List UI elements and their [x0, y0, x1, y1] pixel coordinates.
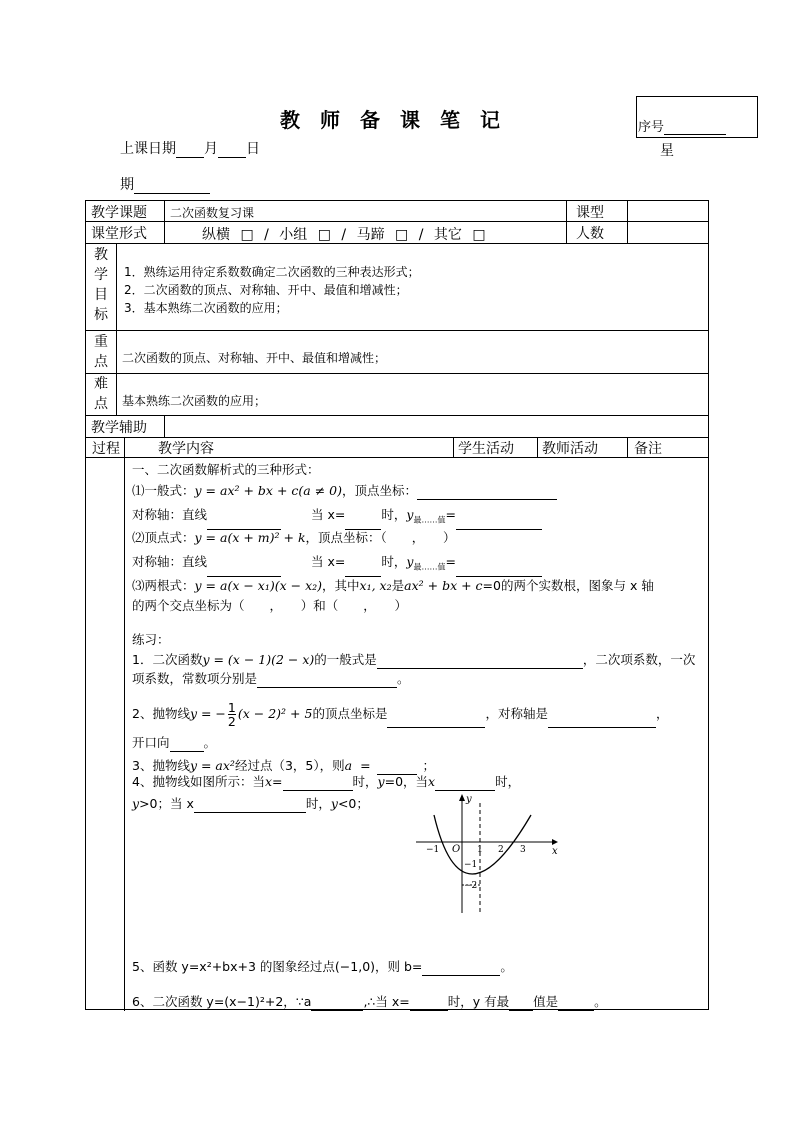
ex2-vertex: 的顶点坐标是 [312, 706, 388, 721]
ex4-prefix: 4、抛物线如图所示：当 [132, 774, 265, 789]
vertex-form-formula: y = a(x + m)² + k [194, 530, 306, 545]
ex4-time-3: 时， [305, 796, 331, 811]
col-divider [537, 437, 538, 457]
ex2-fraction-den: 2 [227, 714, 236, 729]
root-form-formula: y = a(x − x₁)(x − x₂) [194, 578, 323, 593]
x-tick-label: 2 [498, 845, 504, 855]
topic-label: 教学课题 [91, 205, 147, 221]
ex3-prefix: 3、抛物线 [132, 758, 190, 773]
ex4-y1: y [377, 774, 385, 789]
ex2-prefix: 2、抛物线 [132, 706, 190, 721]
ex2-end: 。 [203, 735, 217, 750]
axis-label: 对称轴：直线 [132, 554, 208, 569]
ex6-blank-x[interactable] [410, 997, 448, 1011]
difficult-label: 难点 [94, 376, 108, 412]
ex3-equals: = [360, 758, 371, 773]
process-label: 过程 [92, 441, 120, 457]
goal-item: 2．二次函数的顶点、对称轴、开中、最值和增减性； [124, 283, 408, 297]
count-label: 人数 [576, 226, 604, 242]
x-tick-label: −1 [426, 845, 440, 855]
exercise-2-line [132, 701, 668, 728]
ex1-general: 的一般式是 [314, 652, 377, 667]
exercise-2-line-2 [132, 734, 216, 752]
ex4-blank-3[interactable] [194, 799, 306, 813]
month-label: 月 [204, 141, 218, 157]
notes-label: 备注 [634, 441, 662, 457]
ex6-value: 值是 [533, 994, 559, 1009]
ex5-blank[interactable] [422, 962, 500, 976]
ex4-y2: y [132, 796, 140, 811]
ex6-text: 6、二次函数 y=(x−1)²+2，∵a [132, 994, 312, 1009]
ex2-vertex-blank[interactable] [387, 714, 485, 728]
root-form-line [132, 577, 654, 595]
goal-item: 1．熟练运用待定系数数确定二次函数的三种表达形式； [124, 265, 420, 279]
vertex-coord-blank[interactable] [417, 486, 557, 500]
exercise-4-line-2 [132, 795, 369, 813]
ex4-y3: y [330, 796, 338, 811]
col-divider [116, 243, 117, 415]
week-line [120, 174, 210, 194]
equals-sign: = [445, 507, 456, 522]
roots-symbols: x₁, x₂ [359, 578, 392, 593]
axis-blank[interactable] [207, 563, 281, 577]
topic-value[interactable]: 二次函数复习课 [170, 206, 255, 220]
exercise-5-line [132, 958, 513, 976]
x-value-blank[interactable] [345, 516, 381, 530]
col-divider [124, 437, 125, 1011]
ex3-through: 经过点（3，5），则 [234, 758, 345, 773]
ex6-blank-value[interactable] [558, 997, 594, 1011]
col-divider [627, 201, 628, 243]
y-tick-label: −2 [464, 881, 478, 891]
x-value-blank[interactable] [345, 563, 381, 577]
ex2-axis-blank[interactable] [548, 714, 656, 728]
week-label-1: 星 [660, 143, 674, 159]
ex4-blank-2[interactable] [435, 777, 495, 791]
ex4-zero: =0，当 [384, 774, 429, 789]
ex1-general-blank[interactable] [377, 655, 583, 669]
x-tick-label: 1 [477, 845, 483, 855]
page-title: 教师备课笔记 [280, 108, 520, 132]
aid-value[interactable] [168, 417, 704, 435]
ex6-max: 时，y 有最 [447, 994, 510, 1009]
section-heading [132, 461, 320, 479]
ex5-end: 。 [500, 959, 513, 974]
ex4-lt: <0； [337, 796, 369, 811]
exercise-1-line-2 [132, 670, 410, 688]
x-axis-arrow [552, 839, 558, 845]
ex4-x2: x [428, 774, 436, 789]
ex1-end: 。 [397, 671, 410, 686]
serial-number-field[interactable] [638, 116, 726, 135]
x-axis-label: x [552, 846, 558, 857]
lesson-plan-table [85, 200, 709, 1010]
ex2-formula-end: (x − 2)² + 5 [237, 706, 313, 721]
key-label: 重点 [94, 334, 108, 370]
ex1-coef-blank[interactable] [257, 674, 397, 688]
class-date-line [120, 138, 260, 158]
exercise-1-line [132, 651, 695, 669]
class-form-label: 课堂形式 [91, 226, 147, 242]
row-divider [86, 221, 708, 222]
count-value[interactable] [631, 223, 707, 241]
col-divider [164, 201, 165, 221]
ex2-fraction-num: 1 [227, 700, 236, 715]
aid-label: 教学辅助 [91, 420, 147, 436]
extreme-value-blank[interactable] [456, 516, 542, 530]
ex2-opening-blank[interactable] [170, 738, 204, 752]
exercise-4-line [132, 773, 520, 791]
ex6-blank-kind[interactable] [509, 997, 533, 1011]
y-symbol: y [406, 554, 414, 569]
axis-line-1 [132, 506, 542, 530]
axis-label: 对称轴：直线 [132, 507, 208, 522]
ex3-formula: y = ax² [189, 758, 235, 773]
ex2-axis: ，对称轴是 [485, 706, 548, 721]
ex2-opening: 开口向 [132, 735, 170, 750]
practice-heading: 练习： [132, 632, 170, 647]
general-form-formula: y = ax² + bx + c(a ≠ 0) [194, 483, 342, 498]
time-label: 时， [381, 507, 407, 522]
col-divider [627, 437, 628, 457]
content-label: 教学内容 [158, 441, 214, 457]
class-form-options[interactable]: 纵横 □ / 小组 □ / 马蹄 □ / 其它 □ [202, 227, 486, 243]
ex2-formula-start: y = − [189, 706, 226, 721]
ex6-end: 。 [594, 994, 607, 1009]
root-form-where: ，其中 [322, 578, 360, 593]
root-form-label: ⑶两根式： [132, 578, 195, 593]
ex1-constant: 项系数，常数项分别是 [132, 671, 258, 686]
extreme-value-blank[interactable] [456, 563, 542, 577]
teacher-activity-label: 教师活动 [542, 441, 598, 457]
y-tick-label: −1 [464, 860, 478, 870]
student-activity-label: 学生活动 [458, 441, 514, 457]
week-blank[interactable] [134, 180, 210, 194]
general-form-label: ⑴一般式： [132, 483, 195, 498]
ex4-eq: = [272, 774, 283, 789]
root-form-poly: ax² + bx + c [404, 578, 483, 593]
ex6-when: ,∴当 x= [363, 994, 410, 1009]
col-divider [566, 201, 567, 243]
y-axis-arrow [459, 794, 465, 801]
extreme-subscript: 最……值 [413, 515, 446, 525]
serial-label: 序号 [638, 120, 665, 135]
vertex-form-label: ⑵顶点式： [132, 530, 195, 545]
day-blank[interactable] [218, 144, 246, 158]
col-divider [164, 221, 165, 243]
week-label-2: 期 [120, 177, 134, 193]
equals-sign: = [445, 554, 456, 569]
ex6-blank-a[interactable] [311, 997, 363, 1011]
when-x-label: 当 x= [311, 507, 346, 522]
origin-label: O [452, 844, 461, 855]
ex1-prefix: 1．二次函数 [132, 652, 203, 667]
extreme-subscript: 最……值 [413, 562, 446, 572]
ex3-a: a [344, 758, 353, 773]
ex4-time-1: 时， [352, 774, 378, 789]
ex1-tail: ，二次项系数，一次 [582, 652, 696, 667]
ex2-comma: ， [655, 706, 669, 721]
parabola-graph [414, 791, 560, 917]
date-label: 上课日期 [120, 141, 176, 157]
lesson-type-label: 课型 [576, 205, 604, 221]
ex4-gt: >0；当 x [139, 796, 194, 811]
vertex-coord-label: ，顶点坐标： [341, 483, 417, 498]
axis-blank[interactable] [207, 516, 281, 530]
ex2-fraction [228, 701, 236, 728]
ex4-time-2: 时， [495, 774, 521, 789]
row-divider [86, 373, 708, 374]
key-text: 二次函数的顶点、对称轴、开中、最值和增减性； [122, 351, 387, 365]
row-divider [86, 330, 708, 331]
root-form-tail: =0的两个实数根，图象与 x 轴 [482, 578, 654, 593]
goal-item: 3．基本熟练二次函数的应用； [124, 301, 288, 315]
difficult-text: 基本熟练二次函数的应用； [122, 394, 267, 408]
exercise-6-line [132, 993, 607, 1011]
ex1-formula: y = (x − 1)(2 − x) [202, 652, 315, 667]
when-x-label: 当 x= [311, 554, 346, 569]
serial-blank[interactable] [664, 121, 726, 135]
ex4-blank-1[interactable] [283, 777, 353, 791]
goals-label: 教学目标 [94, 247, 108, 323]
vertex-form-coord: ，顶点坐标：（ ， ） [305, 530, 456, 545]
section-heading-text: 一、二次函数解析式的三种形式： [132, 462, 320, 477]
ex4-x1: x [264, 774, 273, 789]
day-label: 日 [246, 141, 260, 157]
y-symbol: y [406, 507, 414, 522]
general-form-line [132, 482, 557, 500]
time-label: 时， [381, 554, 407, 569]
col-divider [164, 415, 165, 437]
col-divider [453, 437, 454, 457]
x-tick-label: 3 [520, 845, 526, 855]
month-blank[interactable] [176, 144, 204, 158]
root-form-line-2: 的两个交点坐标为（ ， ）和（ ， ） [132, 598, 408, 613]
ex3-end: ； [422, 758, 436, 773]
ex5-text: 5、函数 y=x²+bx+3 的图象经过点(−1,0)，则 b= [132, 959, 423, 974]
vertex-form-line [132, 529, 456, 547]
root-form-is: 是 [391, 578, 405, 593]
axis-line-2 [132, 553, 542, 577]
row-divider [86, 415, 708, 416]
y-axis-label: y [466, 794, 472, 805]
lesson-type-value[interactable] [631, 202, 707, 220]
